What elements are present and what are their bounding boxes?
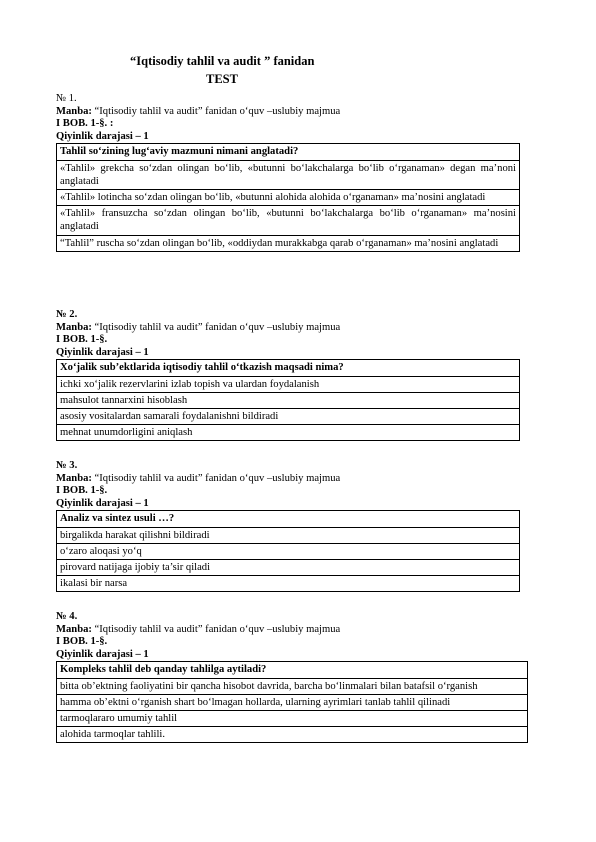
answer-option[interactable]: bitta ob’ektning faoliyatini bir qancha hisobot davrida, barcha bo‘linmalari bilan batafsil o‘rganish <box>57 678 528 694</box>
title-line-2: TEST <box>206 72 238 86</box>
question-number: № 3. <box>56 460 78 471</box>
question-block-1 <box>56 93 520 252</box>
source-label: Manba: <box>56 623 92 635</box>
answer-option[interactable]: mahsulot tannarxini hisoblash <box>57 392 520 408</box>
difficulty-level: Qiyinlik darajasi – 1 <box>56 346 149 358</box>
question-number: № 1. <box>56 93 77 104</box>
source-text: “Iqtisodiy tahlil va audit” fanidan o‘quv –uslubiy majmua <box>91 472 341 484</box>
answer-option[interactable]: asosiy vositalardan samarali foydalanishni bildiradi <box>57 408 520 424</box>
chapter-ref: I BOB. 1-§. <box>56 334 108 346</box>
source-label: Manba: <box>56 321 92 333</box>
answers-table <box>56 143 520 251</box>
source-label: Manba: <box>56 105 92 117</box>
answer-option[interactable]: hamma ob’ektni o‘rganish shart bo‘lmagan hollarda, ularning ayrimlari tanlab tahlil qilinadi <box>57 694 528 710</box>
question-number: № 4. <box>56 611 78 622</box>
answer-option[interactable]: «Tahlil» fransuzcha so‘zdan olingan bo‘lib, «butunni bo‘lakchalarga bo‘lib o‘rganaman» ma’nosini anglatadi <box>57 206 520 235</box>
chapter-ref: I BOB. 1-§. <box>56 485 108 497</box>
source-line <box>56 322 520 335</box>
source-line <box>56 106 520 119</box>
answers-table <box>56 359 520 441</box>
answer-option[interactable]: «Tahlil» lotincha so‘zdan olingan bo‘lib, «butunni alohida alohida o‘rganaman» ma’nosini anglatadi <box>57 189 520 205</box>
question-block-2 <box>56 309 520 441</box>
source-text: “Iqtisodiy tahlil va audit” fanidan o‘quv –uslubiy majmua <box>91 623 341 635</box>
question-text: Analiz va sintez usuli …? <box>57 511 520 527</box>
question-block-4 <box>56 611 520 743</box>
answer-option[interactable]: o‘zaro aloqasi yo‘q <box>57 543 520 559</box>
answer-option[interactable]: mehnat unumdorligini aniqlash <box>57 425 520 441</box>
chapter-ref: I BOB. 1-§. <box>56 636 108 648</box>
difficulty-level: Qiyinlik darajasi – 1 <box>56 648 149 660</box>
answer-option[interactable]: «Tahlil» grekcha so‘zdan olingan bo‘lib, «butunni bo‘lakchalarga bo‘lib o‘rganaman» degan ma’noni anglatadi <box>57 160 520 189</box>
source-text: “Iqtisodiy tahlil va audit” fanidan o‘quv –uslubiy majmua <box>91 105 341 117</box>
question-text: Xo‘jalik sub’ektlarida iqtisodiy tahlil o‘tkazish maqsadi nima? <box>57 360 520 376</box>
chapter-ref: I BOB. 1-§. : <box>56 118 114 130</box>
answer-option[interactable]: birgalikda harakat qilishni bildiradi <box>57 527 520 543</box>
answer-option[interactable]: “Tahlil” ruscha so‘zdan olingan bo‘lib, «oddiydan murakkabga qarab o‘rganaman» ma’nosini anglatadi <box>57 235 520 251</box>
question-text: Kompleks tahlil deb qanday tahlilga aytiladi? <box>57 662 528 678</box>
answer-option[interactable]: tarmoqlararo umumiy tahlil <box>57 710 528 726</box>
difficulty-level: Qiyinlik darajasi – 1 <box>56 130 149 142</box>
answer-option[interactable]: ichki xo‘jalik rezervlarini izlab topish va ulardan foydalanish <box>57 376 520 392</box>
answer-option[interactable]: ikalasi bir narsa <box>57 576 520 592</box>
difficulty-level: Qiyinlik darajasi – 1 <box>56 497 149 509</box>
source-text: “Iqtisodiy tahlil va audit” fanidan o‘quv –uslubiy majmua <box>91 321 341 333</box>
answer-option[interactable]: pirovard natijaga ijobiy ta’sir qiladi <box>57 559 520 575</box>
question-number: № 2. <box>56 309 78 320</box>
source-label: Manba: <box>56 472 92 484</box>
source-line <box>56 624 520 637</box>
question-block-3 <box>56 460 520 592</box>
source-line <box>56 473 520 486</box>
answers-table <box>56 510 520 592</box>
title-line-1: “Iqtisodiy tahlil va audit ” fanidan <box>130 54 315 68</box>
answer-option[interactable]: alohida tarmoqlar tahlili. <box>57 727 528 743</box>
question-text: Tahlil so‘zining lug‘aviy mazmuni nimani anglatadi? <box>57 144 520 160</box>
answers-table <box>56 661 528 743</box>
